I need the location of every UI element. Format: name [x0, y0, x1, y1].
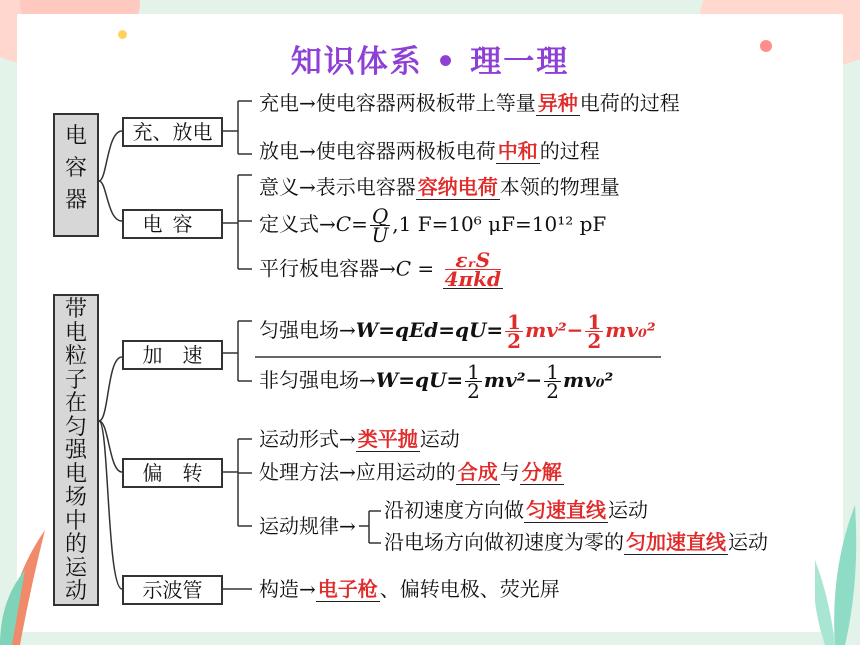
capacitor-label: 电容器 — [65, 124, 88, 213]
structure-text: 构造→ — [259, 577, 316, 601]
acceleration-box — [122, 340, 223, 370]
charging-suffix: 电荷的过程 — [579, 91, 680, 115]
fraction-denominator: U — [371, 223, 389, 247]
capacitor-box — [53, 113, 99, 237]
uniform-field-line — [259, 310, 656, 353]
motion-form-key: 类平抛 — [357, 427, 418, 451]
unit-conversion: ,1 F=10⁶ μF=10¹² pF — [392, 212, 607, 236]
fraction-numerator: 1 — [507, 310, 522, 334]
half-fraction — [585, 310, 603, 353]
charging-text: 充电→使电容器两极板带上等量 — [259, 91, 536, 115]
method-mid: 与 — [499, 460, 520, 484]
particle-motion-label: 带电粒子在匀强电场中的运动 — [65, 297, 88, 604]
nonuniform-field-line — [259, 360, 614, 403]
method-key-decomposition: 分解 — [521, 460, 562, 484]
capacitance-label: 电容 — [142, 212, 203, 236]
equals-sign: = — [351, 212, 368, 236]
law2-text: 沿电场方向做初速度为零的 — [384, 530, 624, 554]
motion-form-suffix: 运动 — [419, 427, 460, 451]
fraction-numerator: 1 — [587, 310, 602, 334]
half-fraction — [465, 360, 482, 403]
fraction-denominator: 2 — [546, 379, 559, 403]
oscilloscope-box — [122, 575, 223, 605]
meaning-text: 意义→表示电容器 — [259, 175, 416, 199]
equals-sign: = — [411, 256, 441, 281]
work-formula: W=qEd=qU= — [355, 318, 504, 342]
charge-discharge-box — [122, 117, 223, 147]
kinetic-term: mv²− — [483, 368, 543, 392]
meaning-line — [259, 173, 620, 201]
nonuniform-field-text: 非匀强电场→ — [259, 368, 376, 392]
method-key-composition: 合成 — [457, 460, 498, 484]
deflection-box — [122, 458, 223, 488]
capacitance-symbol: C — [395, 256, 412, 281]
page-title: 知识体系 • 理一理 — [290, 44, 570, 80]
capacitance-box — [122, 209, 223, 239]
charging-line — [259, 89, 680, 117]
acceleration-label: 加 速 — [142, 343, 203, 367]
law1-key: 匀速直线 — [526, 498, 606, 522]
motion-form-line — [259, 425, 460, 453]
discharging-key: 中和 — [497, 139, 538, 163]
fraction-denominator: 4πkd — [444, 267, 501, 291]
capacitance-symbol: C — [335, 212, 352, 236]
work-formula: W=qU= — [375, 368, 464, 392]
method-text: 处理方法→应用运动的 — [259, 460, 456, 484]
fraction-denominator: 2 — [587, 329, 602, 353]
meaning-key: 容纳电荷 — [417, 175, 498, 199]
uniform-field-text: 匀强电场→ — [259, 318, 356, 342]
fraction-numerator: 1 — [467, 360, 480, 384]
particle-motion-box — [53, 294, 99, 606]
discharging-text: 放电→使电容器两极板电荷 — [259, 139, 496, 163]
motion-form-text: 运动形式→ — [259, 427, 356, 451]
law1-text: 沿初速度方向做 — [384, 498, 524, 522]
parallel-plate-text: 平行板电容器→ — [259, 256, 396, 281]
fraction-numerator: 1 — [546, 360, 559, 384]
law-line-2 — [384, 528, 768, 556]
half-fraction — [544, 360, 561, 403]
structure-suffix: 、偏转电极、荧光屏 — [379, 577, 560, 601]
initial-kinetic-term: mv₀² — [605, 318, 656, 342]
deflection-label: 偏 转 — [142, 461, 203, 485]
charge-discharge-label: 充、放电 — [132, 120, 213, 144]
law-line-1 — [384, 496, 648, 524]
structure-key: 电子枪 — [317, 577, 378, 601]
definition-text: 定义式→ — [259, 212, 336, 236]
motion-law-label — [259, 512, 356, 540]
discharging-suffix: 的过程 — [539, 139, 600, 163]
kinetic-term: mv²− — [525, 318, 584, 342]
q-over-u-fraction — [370, 204, 390, 247]
fraction-numerator: εᵣS — [445, 251, 501, 270]
law1-suffix: 运动 — [608, 498, 648, 522]
meaning-suffix: 本领的物理量 — [499, 175, 620, 199]
parallel-plate-line — [259, 248, 505, 291]
structure-line — [259, 575, 560, 603]
parallel-plate-fraction — [443, 248, 503, 291]
oscilloscope-label: 示波管 — [142, 578, 203, 602]
charging-key: 异种 — [537, 91, 578, 115]
half-fraction — [505, 310, 523, 353]
fraction-numerator: Q — [371, 204, 389, 228]
fraction-denominator: 2 — [467, 379, 480, 403]
fraction-denominator: 2 — [507, 329, 522, 353]
definition-line — [259, 204, 607, 247]
discharging-line — [259, 137, 600, 165]
method-line — [259, 458, 564, 486]
knowledge-map — [47, 91, 815, 612]
law2-suffix: 运动 — [728, 530, 768, 554]
motion-law-text: 运动规律→ — [259, 514, 356, 538]
law2-key: 匀加速直线 — [626, 530, 726, 554]
initial-kinetic-term: mv₀² — [562, 368, 614, 392]
